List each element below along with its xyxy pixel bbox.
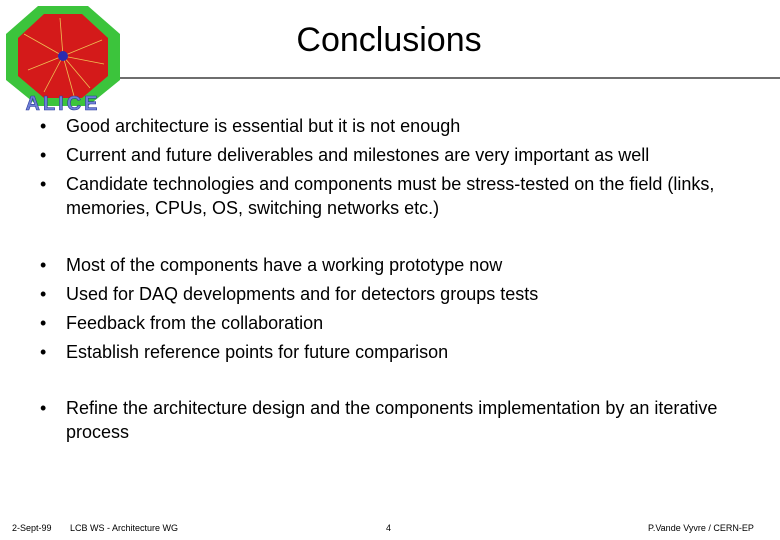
bullet-text: Used for DAQ developments and for detectors groups tests [66, 284, 539, 304]
footer-author: P.Vande Vyvre / CERN-EP [648, 523, 754, 533]
bullet-text: Most of the components have a working prototype now [66, 255, 503, 275]
svg-text:ALICE: ALICE [25, 93, 101, 112]
bullet-dot: • [40, 284, 47, 304]
bullet-dot: • [40, 342, 47, 362]
bullet-item [30, 114, 750, 138]
footer-event: LCB WS - Architecture WG [70, 523, 179, 533]
bullet-item [30, 340, 750, 364]
bullet-item [30, 311, 750, 335]
bullet-text: Good architecture is essential but it is not enough [66, 116, 461, 136]
bullet-list-group-1 [30, 114, 750, 225]
bullet-text: Current and future deliverables and milestones are very important as well [66, 145, 650, 165]
bullet-item [30, 143, 750, 167]
title-divider [120, 77, 780, 79]
footer-page-number: 4 [386, 523, 392, 533]
bullet-dot: • [40, 116, 47, 136]
bullet-list-group-2 [30, 253, 750, 369]
bullet-item [30, 253, 750, 277]
bullet-item [30, 282, 750, 306]
slide-title: Conclusions [296, 21, 482, 59]
alice-logo [4, 4, 122, 112]
bullet-item [30, 396, 750, 444]
bullet-dot: • [40, 398, 47, 418]
footer-date: 2-Sept-99 [12, 523, 52, 533]
bullet-item [30, 172, 750, 220]
bullet-dot: • [40, 174, 47, 194]
bullet-dot: • [40, 313, 47, 333]
bullet-dot: • [40, 145, 47, 165]
bullet-text: Refine the architecture design and the components implementation by an iterative process [66, 398, 718, 442]
bullet-text: Establish reference points for future comparison [66, 342, 449, 362]
bullet-dot: • [40, 255, 47, 275]
bullet-text: Feedback from the collaboration [66, 313, 324, 333]
bullet-text: Candidate technologies and components must be stress-tested on the field (links, memories, CPUs, OS, switching networks etc.) [66, 174, 715, 218]
bullet-list-group-3 [30, 396, 750, 449]
